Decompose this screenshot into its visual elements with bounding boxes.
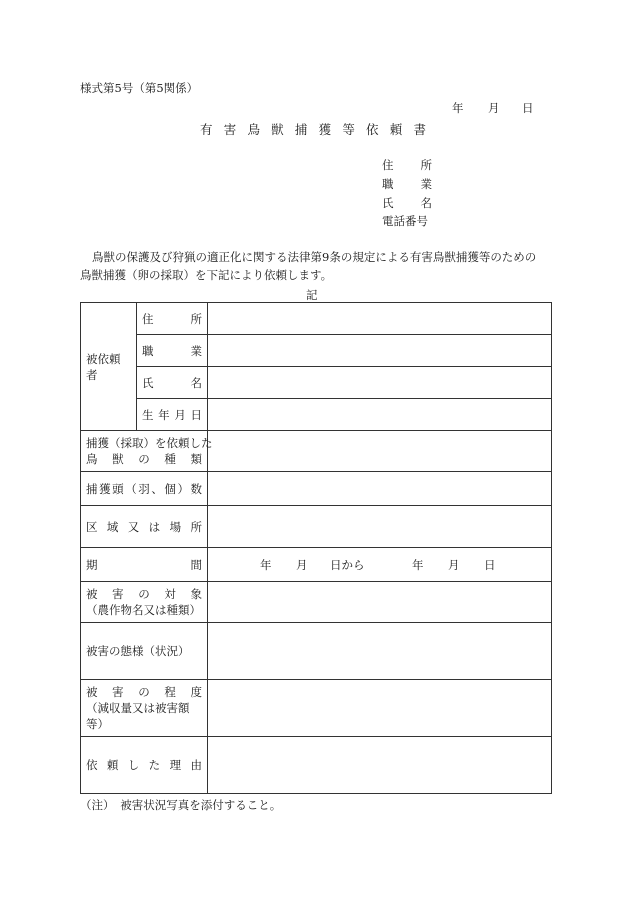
damage-target-label: 被 害 の 対 象 （農作物名又は種類） xyxy=(81,582,208,623)
species-label: 捕 獲 （ 採 取 ） を 依 頼 し た 鳥 獣 の 種 類 xyxy=(81,431,208,472)
requestee-name-field[interactable] xyxy=(208,367,552,399)
requestee-birthdate-field[interactable] xyxy=(208,399,552,431)
damage-mode-label: 被害の態様（状況） xyxy=(81,623,208,680)
period-start-month: 月 xyxy=(296,558,308,572)
applicant-name-label: 氏 名 xyxy=(382,196,432,210)
area-label: 区 域 又 は 場 所 xyxy=(81,506,208,548)
requestee-address-field[interactable] xyxy=(208,303,552,335)
requestee-group-label: 被依頼者 xyxy=(81,303,137,431)
species-field[interactable] xyxy=(208,431,552,472)
requestee-name-label: 氏 名 xyxy=(137,367,208,399)
reason-label: 依 頼 し た 理 由 xyxy=(81,737,208,794)
reason-field[interactable] xyxy=(208,737,552,794)
date-month-label: 月 xyxy=(488,101,500,115)
applicant-phone-label: 電話番号 xyxy=(382,214,428,228)
period-start-day: 日から xyxy=(330,558,365,572)
document-title: 有 害 鳥 獣 捕 獲 等 依 頼 書 xyxy=(200,122,426,137)
applicant-address-label: 住 所 xyxy=(382,158,432,172)
damage-degree-label: 被 害 の 程 度 （減収量又は被害額等） xyxy=(81,680,208,737)
period-end-month: 月 xyxy=(448,558,460,572)
requestee-address-label: 住 所 xyxy=(137,303,208,335)
form-number: 様式第5号（第5関係） xyxy=(80,81,199,95)
period-end-day: 日 xyxy=(484,558,496,572)
requestee-occupation-label: 職 業 xyxy=(137,335,208,367)
requestee-occupation-field[interactable] xyxy=(208,335,552,367)
damage-mode-field[interactable] xyxy=(208,623,552,680)
date-day-label: 日 xyxy=(522,101,534,115)
damage-target-field[interactable] xyxy=(208,582,552,623)
period-field[interactable] xyxy=(208,548,552,582)
capture-count-field[interactable] xyxy=(208,472,552,506)
request-form-table xyxy=(80,302,552,794)
ki-heading: 記 xyxy=(306,288,318,302)
applicant-occupation-label: 職 業 xyxy=(382,177,432,191)
request-text-line1: 鳥獣の保護及び狩猟の適正化に関する法律第9条の規定による有害鳥獣捕獲等のための xyxy=(92,250,537,264)
footnote: （注） 被害状況写真を添付すること。 xyxy=(80,798,282,812)
damage-degree-field[interactable] xyxy=(208,680,552,737)
request-text-line2: 鳥獣捕獲（卵の採取）を下記により依頼します。 xyxy=(80,268,333,282)
requestee-birthdate-label: 生 年 月 日 xyxy=(137,399,208,431)
period-start-year: 年 xyxy=(260,558,272,572)
period-label: 期 間 xyxy=(81,548,208,582)
date-year-label: 年 xyxy=(452,101,464,115)
area-field[interactable] xyxy=(208,506,552,548)
period-end-year: 年 xyxy=(412,558,424,572)
capture-count-label: 捕 獲 頭 （ 羽 、 個 ） 数 xyxy=(81,472,208,506)
